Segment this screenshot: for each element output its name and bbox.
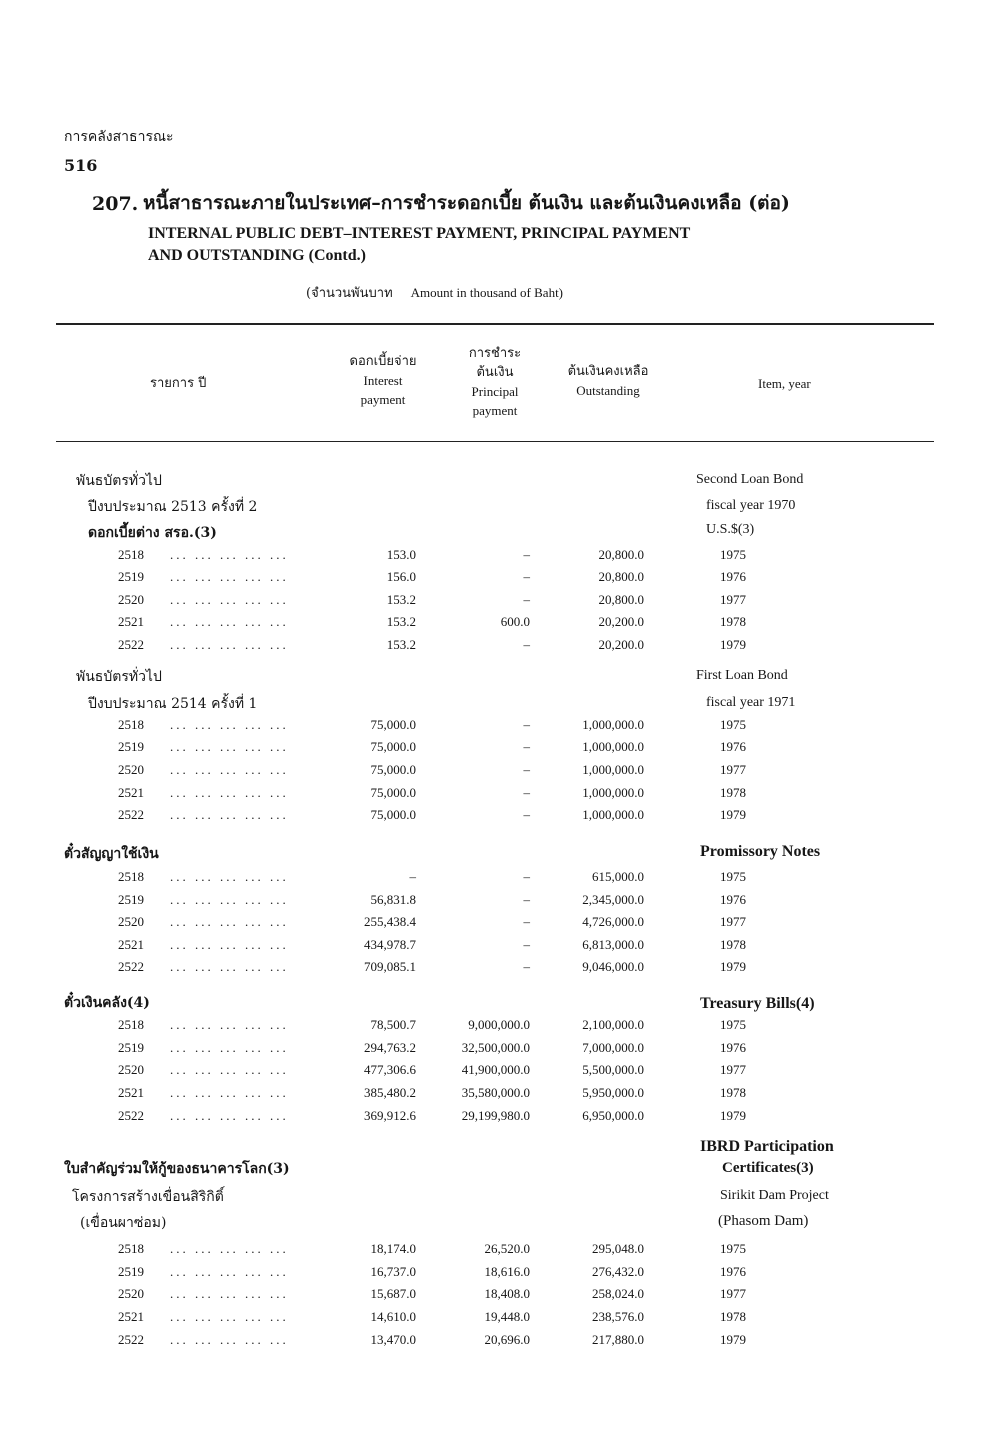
section-5-en-line3: Sirikit Dam Project bbox=[720, 1188, 829, 1203]
section-1-en-line3: U.S.$(3) bbox=[706, 522, 755, 537]
row-year-thai: 2519 bbox=[118, 569, 144, 584]
row-interest: 156.0 bbox=[386, 569, 416, 584]
row-year-en: 1978 bbox=[720, 1309, 746, 1324]
table-row bbox=[0, 592, 990, 614]
section-5-thai-line2: โครงการสร้างเขื่อนสิริกิติ์ bbox=[72, 1189, 224, 1205]
row-outstanding: 1,000,000.0 bbox=[582, 785, 644, 800]
table-row bbox=[0, 937, 990, 959]
row-year-en: 1979 bbox=[720, 807, 746, 822]
row-interest: 18,174.0 bbox=[370, 1241, 416, 1256]
section-2-thai-line1: พันธบัตรทั่วไป bbox=[76, 669, 162, 685]
row-outstanding: 20,200.0 bbox=[598, 637, 644, 652]
row-year-en: 1975 bbox=[720, 547, 746, 562]
row-year-thai: 2519 bbox=[118, 739, 144, 754]
row-interest: 75,000.0 bbox=[370, 762, 416, 777]
row-interest: 153.2 bbox=[386, 592, 416, 607]
row-outstanding: 20,800.0 bbox=[598, 569, 644, 584]
row-interest: 14,610.0 bbox=[370, 1309, 416, 1324]
row-year-en: 1975 bbox=[720, 869, 746, 884]
row-dots: ... ... ... ... ... bbox=[170, 547, 289, 562]
table-row bbox=[0, 1040, 990, 1062]
section-4-thai-line1: ตั๋วเงินคลัง(4) bbox=[64, 995, 150, 1011]
row-outstanding: 238,576.0 bbox=[592, 1309, 644, 1324]
row-dots: ... ... ... ... ... bbox=[170, 637, 289, 652]
row-dots: ... ... ... ... ... bbox=[170, 937, 289, 952]
row-year-thai: 2518 bbox=[118, 869, 144, 884]
section-5-thai-line3: (เขื่อนผาซ่อม) bbox=[80, 1215, 167, 1231]
row-interest: 16,737.0 bbox=[370, 1264, 416, 1279]
row-outstanding: 6,950,000.0 bbox=[582, 1108, 644, 1123]
table-row bbox=[0, 869, 990, 891]
row-year-thai: 2518 bbox=[118, 717, 144, 732]
row-dots: ... ... ... ... ... bbox=[170, 892, 289, 907]
col-head-outstanding-thai: ต้นเงินคงเหลือ bbox=[567, 364, 649, 379]
row-principal: – bbox=[523, 637, 530, 652]
row-interest: 434,978.7 bbox=[364, 937, 416, 952]
row-year-en: 1977 bbox=[720, 1286, 746, 1301]
row-dots: ... ... ... ... ... bbox=[170, 1017, 289, 1032]
table-row bbox=[0, 569, 990, 591]
row-year-en: 1977 bbox=[720, 762, 746, 777]
col-head-item-english: Item, year bbox=[758, 376, 811, 391]
row-interest: 153.0 bbox=[386, 547, 416, 562]
row-year-thai: 2521 bbox=[118, 785, 144, 800]
table-row bbox=[0, 1108, 990, 1130]
section-4-en-line1: Treasury Bills(4) bbox=[700, 995, 815, 1012]
row-dots: ... ... ... ... ... bbox=[170, 869, 289, 884]
row-interest: 369,912.6 bbox=[364, 1108, 416, 1123]
row-dots: ... ... ... ... ... bbox=[170, 739, 289, 754]
table-row bbox=[0, 1332, 990, 1354]
row-year-thai: 2522 bbox=[118, 959, 144, 974]
table-title-english-line2: AND OUTSTANDING (Contd.) bbox=[148, 247, 366, 264]
table-row bbox=[0, 892, 990, 914]
row-interest: 255,438.4 bbox=[364, 914, 416, 929]
row-outstanding: 217,880.0 bbox=[592, 1332, 644, 1347]
row-outstanding: 9,046,000.0 bbox=[582, 959, 644, 974]
table-row bbox=[0, 1286, 990, 1308]
row-year-thai: 2519 bbox=[118, 1264, 144, 1279]
row-interest: 477,306.6 bbox=[364, 1062, 416, 1077]
section-5-en-line1: IBRD Participation bbox=[700, 1138, 834, 1155]
row-interest: 385,480.2 bbox=[364, 1085, 416, 1100]
row-interest: 75,000.0 bbox=[370, 739, 416, 754]
row-year-en: 1978 bbox=[720, 785, 746, 800]
row-outstanding: 1,000,000.0 bbox=[582, 762, 644, 777]
row-year-en: 1978 bbox=[720, 614, 746, 629]
row-year-en: 1976 bbox=[720, 892, 746, 907]
table-row bbox=[0, 1062, 990, 1084]
table-row bbox=[0, 1241, 990, 1263]
row-dots: ... ... ... ... ... bbox=[170, 1108, 289, 1123]
row-outstanding: 20,200.0 bbox=[598, 614, 644, 629]
section-5-en-line2: Certificates(3) bbox=[722, 1160, 814, 1176]
table-row bbox=[0, 1264, 990, 1286]
table-row bbox=[0, 614, 990, 636]
row-year-en: 1975 bbox=[720, 717, 746, 732]
row-dots: ... ... ... ... ... bbox=[170, 807, 289, 822]
col-head-outstanding bbox=[548, 362, 668, 400]
row-year-thai: 2520 bbox=[118, 592, 144, 607]
row-interest: 56,831.8 bbox=[370, 892, 416, 907]
table-number: 207. bbox=[92, 193, 139, 215]
row-dots: ... ... ... ... ... bbox=[170, 762, 289, 777]
row-year-en: 1978 bbox=[720, 937, 746, 952]
row-year-en: 1975 bbox=[720, 1241, 746, 1256]
row-interest: 709,085.1 bbox=[364, 959, 416, 974]
row-outstanding: 4,726,000.0 bbox=[582, 914, 644, 929]
row-principal: – bbox=[523, 959, 530, 974]
col-head-principal-en1: Principal bbox=[471, 384, 519, 399]
row-dots: ... ... ... ... ... bbox=[170, 1264, 289, 1279]
col-head-item-thai: รายการ ปี bbox=[150, 376, 207, 391]
row-principal: 41,900,000.0 bbox=[461, 1062, 530, 1077]
table-row bbox=[0, 1309, 990, 1331]
section-2-en-line1: First Loan Bond bbox=[696, 668, 788, 683]
col-head-principal-thai1: การชำระ bbox=[468, 346, 522, 361]
row-year-thai: 2521 bbox=[118, 937, 144, 952]
col-head-principal bbox=[440, 344, 550, 420]
table-row bbox=[0, 547, 990, 569]
row-year-thai: 2522 bbox=[118, 807, 144, 822]
section-1-thai-line2: ปีงบประมาณ 2513 ครั้งที่ 2 bbox=[88, 499, 258, 515]
row-year-thai: 2522 bbox=[118, 637, 144, 652]
row-year-thai: 2521 bbox=[118, 1085, 144, 1100]
row-year-en: 1976 bbox=[720, 739, 746, 754]
row-dots: ... ... ... ... ... bbox=[170, 592, 289, 607]
row-outstanding: 258,024.0 bbox=[592, 1286, 644, 1301]
row-principal: – bbox=[523, 547, 530, 562]
row-year-en: 1976 bbox=[720, 1264, 746, 1279]
row-dots: ... ... ... ... ... bbox=[170, 717, 289, 732]
row-outstanding: 20,800.0 bbox=[598, 592, 644, 607]
row-principal: 9,000,000.0 bbox=[468, 1017, 530, 1032]
table-row bbox=[0, 1017, 990, 1039]
row-dots: ... ... ... ... ... bbox=[170, 1332, 289, 1347]
section-2-en-line2: fiscal year 1971 bbox=[706, 695, 796, 710]
row-year-en: 1977 bbox=[720, 914, 746, 929]
row-principal: – bbox=[523, 762, 530, 777]
section-5-thai-line1: ใบสำคัญร่วมให้กู้ของธนาคารโลก(3) bbox=[64, 1161, 290, 1177]
row-principal: – bbox=[523, 717, 530, 732]
row-principal: 18,616.0 bbox=[484, 1264, 530, 1279]
row-outstanding: 295,048.0 bbox=[592, 1241, 644, 1256]
top-rule bbox=[56, 323, 934, 325]
row-principal: 600.0 bbox=[500, 614, 530, 629]
row-principal: – bbox=[523, 569, 530, 584]
row-principal: – bbox=[523, 807, 530, 822]
row-outstanding: 1,000,000.0 bbox=[582, 807, 644, 822]
table-row bbox=[0, 762, 990, 784]
unit-note-thai: (จำนวนพันบาท bbox=[306, 286, 393, 301]
row-year-en: 1977 bbox=[720, 1062, 746, 1077]
row-interest: 75,000.0 bbox=[370, 807, 416, 822]
row-year-en: 1978 bbox=[720, 1085, 746, 1100]
section-5-en-line4: (Phasom Dam) bbox=[718, 1213, 809, 1229]
table-row bbox=[0, 637, 990, 659]
section-3-en-line1: Promissory Notes bbox=[700, 843, 821, 860]
page-number: 516 bbox=[64, 156, 98, 175]
row-outstanding: 1,000,000.0 bbox=[582, 717, 644, 732]
row-dots: ... ... ... ... ... bbox=[170, 785, 289, 800]
row-outstanding: 2,100,000.0 bbox=[582, 1017, 644, 1032]
row-principal: 35,580,000.0 bbox=[461, 1085, 530, 1100]
section-header: การคลังสาธารณะ bbox=[64, 129, 174, 145]
section-1-en-line1: Second Loan Bond bbox=[696, 472, 804, 487]
col-head-principal-thai2: ต้นเงิน bbox=[476, 365, 514, 380]
row-principal: 20,696.0 bbox=[484, 1332, 530, 1347]
row-year-en: 1976 bbox=[720, 1040, 746, 1055]
row-principal: 29,199,980.0 bbox=[461, 1108, 530, 1123]
row-year-thai: 2522 bbox=[118, 1332, 144, 1347]
table-row bbox=[0, 1085, 990, 1107]
row-dots: ... ... ... ... ... bbox=[170, 1062, 289, 1077]
row-year-thai: 2520 bbox=[118, 762, 144, 777]
row-interest: 75,000.0 bbox=[370, 785, 416, 800]
header-bottom-rule bbox=[56, 441, 934, 442]
row-year-thai: 2518 bbox=[118, 547, 144, 562]
table-row bbox=[0, 739, 990, 761]
row-principal: – bbox=[523, 739, 530, 754]
row-year-thai: 2522 bbox=[118, 1108, 144, 1123]
row-year-en: 1979 bbox=[720, 1332, 746, 1347]
row-principal: 18,408.0 bbox=[484, 1286, 530, 1301]
row-dots: ... ... ... ... ... bbox=[170, 1040, 289, 1055]
row-principal: – bbox=[523, 869, 530, 884]
row-year-thai: 2520 bbox=[118, 1286, 144, 1301]
row-interest: 153.2 bbox=[386, 637, 416, 652]
row-interest: 294,763.2 bbox=[364, 1040, 416, 1055]
row-dots: ... ... ... ... ... bbox=[170, 1085, 289, 1100]
row-principal: – bbox=[523, 592, 530, 607]
row-principal: 26,520.0 bbox=[484, 1241, 530, 1256]
section-1-en-line2: fiscal year 1970 bbox=[706, 498, 796, 513]
row-principal: – bbox=[523, 892, 530, 907]
row-principal: – bbox=[523, 914, 530, 929]
row-year-thai: 2518 bbox=[118, 1017, 144, 1032]
row-interest: 75,000.0 bbox=[370, 717, 416, 732]
row-outstanding: 5,950,000.0 bbox=[582, 1085, 644, 1100]
row-year-thai: 2521 bbox=[118, 614, 144, 629]
row-interest: 15,687.0 bbox=[370, 1286, 416, 1301]
row-outstanding: 20,800.0 bbox=[598, 547, 644, 562]
section-1-thai-line3: ดอกเบี้ยต่าง สรอ.(3) bbox=[88, 525, 217, 541]
col-head-outstanding-en: Outstanding bbox=[576, 383, 640, 398]
table-row bbox=[0, 807, 990, 829]
row-year-thai: 2520 bbox=[118, 914, 144, 929]
row-principal: – bbox=[523, 785, 530, 800]
row-year-en: 1979 bbox=[720, 637, 746, 652]
row-interest: – bbox=[409, 869, 416, 884]
row-year-en: 1977 bbox=[720, 592, 746, 607]
row-year-en: 1979 bbox=[720, 959, 746, 974]
col-head-interest-thai: ดอกเบี้ยจ่าย bbox=[349, 354, 417, 369]
col-head-interest bbox=[328, 352, 438, 409]
row-principal: – bbox=[523, 937, 530, 952]
row-dots: ... ... ... ... ... bbox=[170, 1286, 289, 1301]
col-head-interest-en1: Interest bbox=[363, 373, 403, 388]
row-year-thai: 2521 bbox=[118, 1309, 144, 1324]
row-outstanding: 6,813,000.0 bbox=[582, 937, 644, 952]
row-dots: ... ... ... ... ... bbox=[170, 614, 289, 629]
table-title-thai: หนี้สาธารณะภายในประเทศ–การชำระดอกเบี้ย ต้นเงิน และต้นเงินคงเหลือ (ต่อ) bbox=[143, 192, 790, 214]
row-outstanding: 5,500,000.0 bbox=[582, 1062, 644, 1077]
section-1-thai-line1: พันธบัตรทั่วไป bbox=[76, 473, 162, 489]
row-outstanding: 2,345,000.0 bbox=[582, 892, 644, 907]
unit-note bbox=[306, 282, 563, 303]
col-head-principal-en2: payment bbox=[472, 403, 518, 418]
table-row bbox=[0, 959, 990, 981]
unit-note-english: Amount in thousand of Baht) bbox=[410, 285, 564, 300]
row-dots: ... ... ... ... ... bbox=[170, 1309, 289, 1324]
col-head-interest-en2: payment bbox=[360, 392, 406, 407]
row-principal: 19,448.0 bbox=[484, 1309, 530, 1324]
row-year-en: 1979 bbox=[720, 1108, 746, 1123]
row-year-en: 1976 bbox=[720, 569, 746, 584]
row-year-thai: 2519 bbox=[118, 892, 144, 907]
section-2-thai-line2: ปีงบประมาณ 2514 ครั้งที่ 1 bbox=[88, 696, 258, 712]
row-dots: ... ... ... ... ... bbox=[170, 569, 289, 584]
row-year-thai: 2518 bbox=[118, 1241, 144, 1256]
row-dots: ... ... ... ... ... bbox=[170, 914, 289, 929]
row-principal: 32,500,000.0 bbox=[461, 1040, 530, 1055]
table-title-english-line1: INTERNAL PUBLIC DEBT–INTEREST PAYMENT, PRINCIPAL PAYMENT bbox=[148, 225, 691, 242]
row-outstanding: 7,000,000.0 bbox=[582, 1040, 644, 1055]
row-interest: 13,470.0 bbox=[370, 1332, 416, 1347]
table-row bbox=[0, 785, 990, 807]
row-year-en: 1975 bbox=[720, 1017, 746, 1032]
table-row bbox=[0, 717, 990, 739]
table-row bbox=[0, 914, 990, 936]
row-outstanding: 615,000.0 bbox=[592, 869, 644, 884]
row-year-thai: 2519 bbox=[118, 1040, 144, 1055]
row-year-thai: 2520 bbox=[118, 1062, 144, 1077]
row-interest: 153.2 bbox=[386, 614, 416, 629]
section-3-thai-line1: ตั๋วสัญญาใช้เงิน bbox=[64, 846, 159, 862]
row-dots: ... ... ... ... ... bbox=[170, 959, 289, 974]
row-outstanding: 276,432.0 bbox=[592, 1264, 644, 1279]
row-interest: 78,500.7 bbox=[370, 1017, 416, 1032]
row-outstanding: 1,000,000.0 bbox=[582, 739, 644, 754]
row-dots: ... ... ... ... ... bbox=[170, 1241, 289, 1256]
